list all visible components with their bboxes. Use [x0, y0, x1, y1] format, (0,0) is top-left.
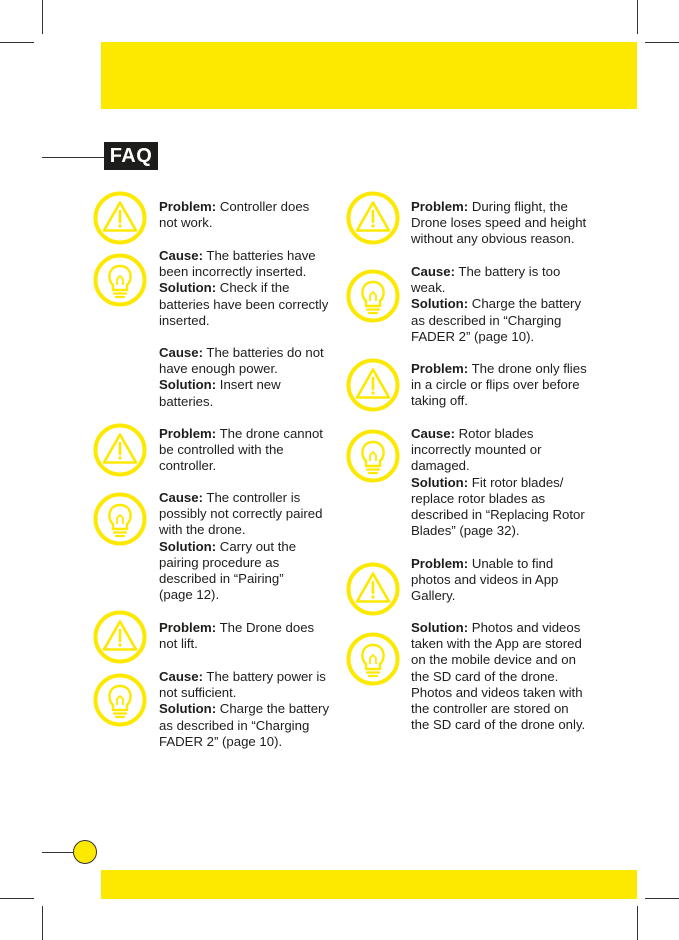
- cause-label: Cause:: [411, 264, 455, 279]
- warning-triangle-icon: [346, 191, 400, 245]
- crop-mark: [42, 906, 43, 940]
- lightbulb-icon: [346, 269, 400, 323]
- warning-triangle-icon: [93, 610, 147, 664]
- crop-mark: [645, 898, 679, 899]
- solution-label: Solution:: [411, 296, 469, 312]
- warning-triangle-icon: [93, 423, 147, 477]
- lightbulb-icon: [93, 253, 147, 307]
- cause-text: Rotor blades incorrectly mounted or damaged.: [411, 426, 542, 474]
- solution-label: Solution:: [411, 620, 469, 635]
- problem-text: The Drone does not lift.: [159, 620, 315, 652]
- cause-label: Cause:: [159, 490, 203, 505]
- footer-band: [101, 870, 637, 899]
- crop-mark: [637, 0, 638, 34]
- warning-triangle-icon: [346, 358, 400, 412]
- header-band: [101, 42, 637, 109]
- faq-answer-block: [411, 264, 589, 345]
- problem-label: Problem:: [411, 199, 469, 214]
- solution-label: Solution:: [159, 377, 217, 393]
- faq-problem-block: [159, 620, 331, 652]
- problem-text: The drone only flies in a circle or flips over before taking off.: [411, 361, 587, 409]
- faq-answer-block: [159, 345, 331, 410]
- faq-problem-block: [159, 426, 331, 475]
- cause-text: The batteries have been incorrectly inserted.: [159, 248, 316, 280]
- warning-triangle-icon: [346, 562, 400, 616]
- page-title: FAQ: [104, 142, 158, 170]
- problem-text: Unable to find photos and videos in App Gallery.: [411, 556, 559, 604]
- cause-text: The battery is too weak.: [411, 264, 561, 296]
- solution-text: Charge the battery as described in “Charging FADER 2” (page 10).: [159, 701, 330, 749]
- problem-label: Problem:: [411, 556, 469, 571]
- page-number-marker: [73, 840, 97, 864]
- solution-text: Fit rotor blades/ replace rotor blades as described in “Replacing Rotor Blades” (page 32).: [411, 474, 585, 539]
- cause-text: The battery power is not sufficient.: [159, 669, 326, 701]
- cause-text: The batteries do not have enough power.: [159, 345, 324, 377]
- crop-mark: [0, 898, 34, 899]
- crop-mark: [42, 0, 43, 34]
- page-number-rule: [42, 852, 74, 853]
- problem-label: Problem:: [159, 199, 217, 214]
- solution-text: Insert new batteries.: [159, 377, 281, 409]
- crop-mark: [0, 42, 34, 43]
- problem-text: During flight, the Drone loses speed and height without any obvious reason.: [411, 199, 587, 247]
- solution-label: Solution:: [159, 280, 217, 296]
- warning-triangle-icon: [93, 191, 147, 245]
- faq-answer-block: [159, 669, 331, 750]
- faq-problem-block: [159, 199, 331, 231]
- faq-answer-block: [159, 490, 331, 603]
- lightbulb-icon: [93, 492, 147, 546]
- solution-text: Check if the batteries have been correctly inserted.: [159, 280, 329, 328]
- solution-label: Solution:: [159, 701, 217, 717]
- problem-label: Problem:: [159, 620, 217, 635]
- problem-label: Problem:: [159, 426, 217, 441]
- cause-text: The controller is possibly not correctly paired with the drone.: [159, 490, 323, 538]
- faq-answer-block: [411, 620, 589, 733]
- cause-label: Cause:: [159, 248, 203, 263]
- lightbulb-icon: [93, 673, 147, 727]
- problem-label: Problem:: [411, 361, 469, 376]
- problem-text: The drone cannot be controlled with the controller.: [159, 426, 323, 474]
- crop-mark: [645, 42, 679, 43]
- crop-mark: [637, 906, 638, 940]
- problem-text: Controller does not work.: [159, 199, 310, 231]
- solution-text: Carry out the pairing procedure as described in “Pairing”: [159, 538, 297, 587]
- faq-problem-block: [411, 556, 589, 605]
- cause-label: Cause:: [159, 345, 203, 360]
- heading-rule: [42, 157, 104, 158]
- solution-text: Charge the battery as described in “Charging FADER 2” (page 10).: [411, 296, 582, 344]
- faq-problem-block: [411, 199, 589, 248]
- lightbulb-icon: [346, 429, 400, 483]
- faq-problem-block: [411, 361, 589, 410]
- cause-label: Cause:: [159, 669, 203, 684]
- solution-page-ref: (page 12).: [159, 587, 220, 603]
- solution-label: Solution:: [159, 538, 217, 554]
- cause-label: Cause:: [411, 426, 455, 441]
- solution-text: Photos and videos taken with the App are stored on the mobile device and on the SD card of the drone. Photos and videos taken with the controller are stored on the SD card of the drone only.: [411, 620, 586, 733]
- solution-label: Solution:: [411, 474, 469, 490]
- faq-answer-block: [411, 426, 589, 539]
- lightbulb-icon: [346, 632, 400, 686]
- faq-answer-block: [159, 248, 331, 329]
